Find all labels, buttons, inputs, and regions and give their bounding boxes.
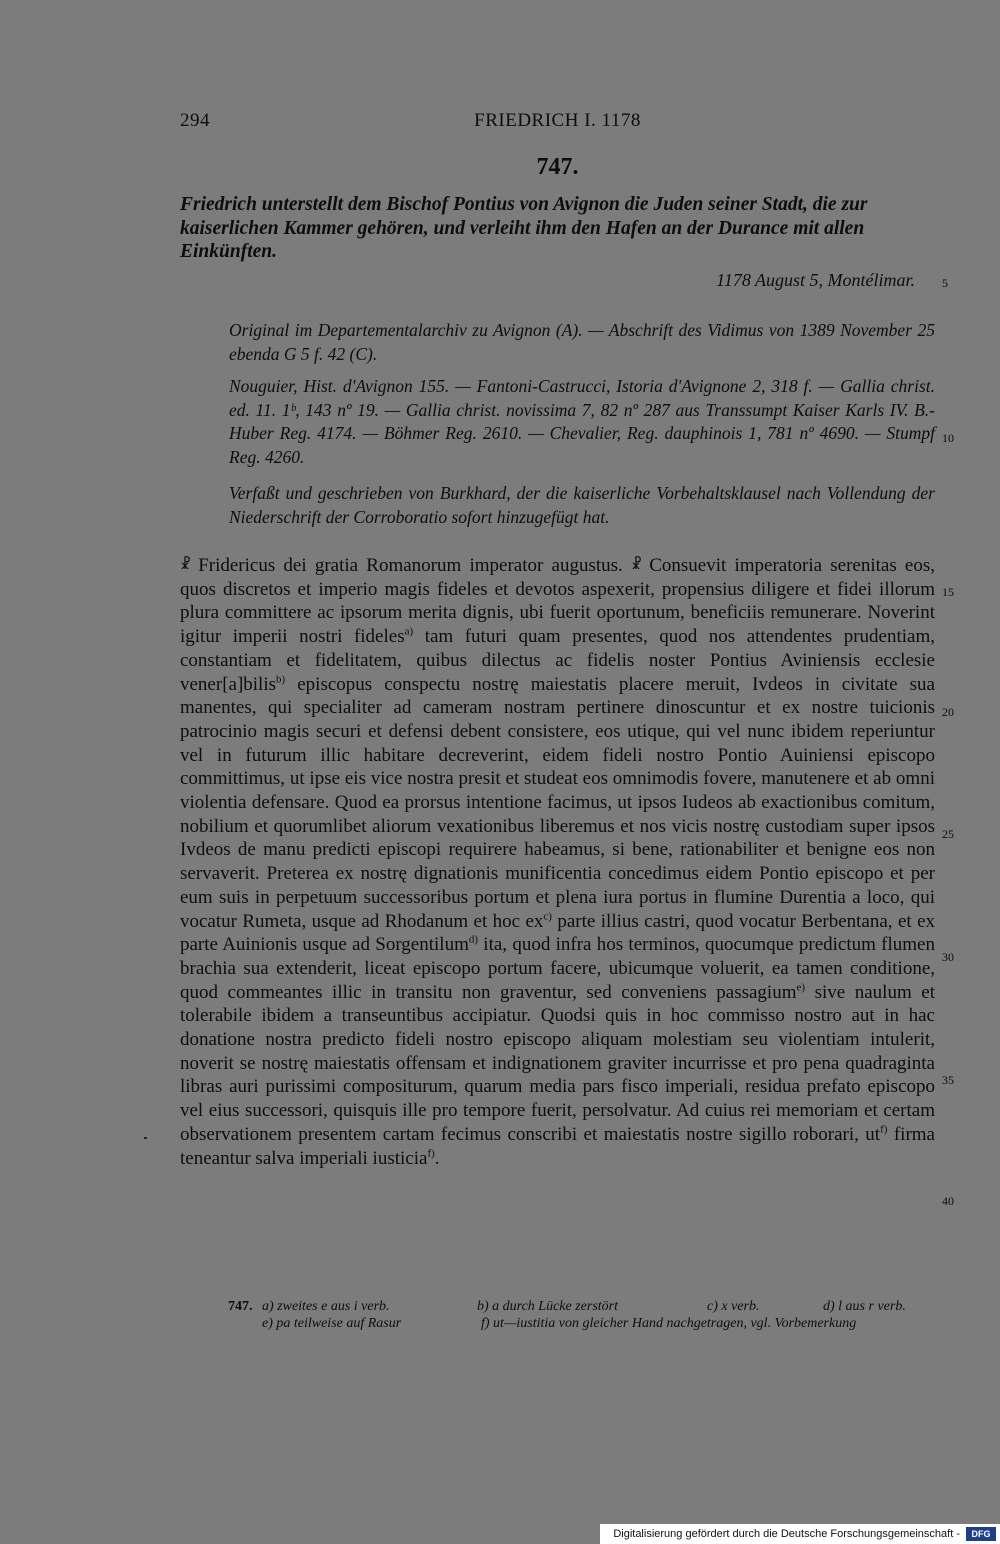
footnote-ref-a: a) <box>404 625 414 638</box>
text-segment: tam futuri quam presentes, quod nos attendentes prudentiam, constantiam et fidelitatem, quibus dilectus ac fidelis noster Pontius Aviniensis ecclesie vener[a]bilis <box>180 626 936 695</box>
footnote-d: d) l aus r verb. <box>823 1299 906 1314</box>
funding-footer <box>600 1524 1000 1544</box>
footnote-ref-e: e) <box>796 981 806 994</box>
text-segment: sive naulum et tolerabile ibidem a transeuntibus accipiatur. Quodsi quis in hoc commisso nostro aut in hac donatione nostra predicto fideli nostro episcopo aliquam molestiam seu violentiam intulerit, noverit se nostrę maiestatis offensam et indignationem graviter incurrisse et pro pena quadraginta libras auri purissimi compositurum, quarum media pars fisco imperiali, residua prefato episcopo vel eius successori, quisquis ille pro tempore fuerit, persolvatur. Ad cuius rei memoriam et certam observationem presentem cartam fecimus conscribi et maiestatis nostre sigillo roborari, ut <box>180 981 935 1145</box>
line-number: 40 <box>942 1194 954 1208</box>
document-summary: Friedrich unterstellt dem Bischof Pontius von Avignon die Juden seiner Stadt, die zur kaiserlichen Kammer gehören, und verleiht ihm den Hafen an der Durance mit allen Einkünften. <box>180 194 868 262</box>
line-number: 15 <box>942 585 954 599</box>
page-number: 294 <box>180 110 210 131</box>
intitulatio: Fridericus dei gratia Romanorum imperator augustus. <box>189 555 632 576</box>
chrismon-symbol-2: ☧ <box>631 558 641 573</box>
note-original: Original im Departementalarchiv zu Avignon (A). — Abschrift des Vidimus von 1389 November 25 ebenda G 5 f. 42 (C). <box>229 320 935 364</box>
line-number: 25 <box>942 827 954 841</box>
footnote-ref-f-2: f) <box>427 1147 435 1160</box>
footnote-label: 747. <box>228 1299 253 1314</box>
footnote-ref-b: b) <box>276 673 286 686</box>
line-number: 10 <box>942 431 954 445</box>
text-segment: ita, quod infra hos terminos, quocumque predictum flumen brachia sua extenderit, liceat episcopo portum facere, ubicumque voluerit, ea tamen conditione, quod commeantes illic in transitu non graventur, sed conveniens passagium <box>180 934 935 1003</box>
footer-text: Digitalisierung gefördert durch die Deutsche Forschungsgemeinschaft - <box>613 1528 960 1540</box>
scan-artifact <box>144 1137 147 1139</box>
text-segment: episcopus conspectu nostrę maiestatis placere meruit, Ivdeos in civitate sua manentes, qui specialiter ad cameram nostram pertinere dinoscuntur et ex nostre tuicionis patrocinio magis securi et defensi debent consistere, eos utique, qui vel nunc ibidem reperiuntur vel in futurum illic habitare decreverint, eidem fideli nostro Pontio Auiniensi episcopo committimus, ut ipse eis vice nostra presit et studeat eos omnimodis fovere, manutenere et ab omni violentia defensare. Quod ea prorsus intentione facimus, ut ipsos Iudeos ab exactionibus comitum, nobilium et quorumlibet aliorum vexationibus liberemus et nos vicis nostrę custodiam super ipsos Ivdeos de manu predicti episcopi requirere habeamus, si bene, rationabiliter et benigne eos non servaverit. Preterea ex nostrę dignationis munificentia concedimus eidem Pontio episcopo et per eum suis in perpetuum successoribus portum et plena iura portus in flumine Durentia a loco, qui vocatur Rumeta, usque ad Rhodanum et hoc ex <box>180 673 935 932</box>
line-number: 35 <box>942 1073 954 1087</box>
chrismon-symbol: ☧ <box>180 558 190 573</box>
text-segment: Consuevit imperatoria serenitas eos, quos discretos et imperio magis fideles et devotos aspexerit, propensius diligere et fidei illorum plura committere ac ipsorum merita dignis, ubi fuerit oportunum, beneficiis remunerare. Noverint igitur imperii nostri fideles <box>180 555 935 648</box>
line-number: 5 <box>942 276 948 290</box>
note-literature: Nouguier, Hist. d'Avignon 155. — Fantoni-Castrucci, Istoria d'Avignone 2, 318 f. — Gallia christ. ed. 11. 1ᵇ, 143 nº 19. — Gallia christ. novissima 7, 82 nº 287 aus Transsumpt Kaiser Karls IV. B.-Huber Reg. 4174. — Böhmer Reg. 2610. — Chevalier, Reg. dauphinois 1, 781 nº 4690. — Stumpf Reg. 4260. <box>229 376 935 467</box>
text-segment: firma teneantur salva imperiali iusticia <box>180 1123 935 1169</box>
footnote-ref-c: c) <box>543 910 552 923</box>
footnote-ref-d: d) <box>468 933 479 946</box>
running-title: FRIEDRICH I. 1178 <box>474 110 641 131</box>
footnote-f: f) ut—iustitia von gleicher Hand nachgetragen, vgl. Vorbemerkung <box>481 1316 857 1331</box>
document-number: 747. <box>536 154 579 180</box>
text-segment: parte illius castri, quod vocatur Berbentana, et ex parte Auinionis usque ad Sorgentilum <box>180 910 935 956</box>
footnote-ref-f: f) <box>880 1123 888 1136</box>
line-number: 30 <box>942 950 954 964</box>
charter-text <box>180 554 935 1170</box>
footnote-c: c) x verb. <box>707 1299 760 1314</box>
footnote-e: e) pa teilweise auf Rasur <box>262 1316 402 1331</box>
footnote-b: b) a durch Lücke zerstört <box>477 1299 619 1314</box>
dfg-logo-icon: DFG <box>966 1527 996 1541</box>
date-place: 1178 August 5, Montélimar. <box>716 270 915 290</box>
note-remark: Verfaßt und geschrieben von Burkhard, der die kaiserliche Vorbehaltsklausel nach Vollendung der Niederschrift der Corroboratio sofort hinzugefügt hat. <box>229 483 935 527</box>
footnote-a: a) zweites e aus i verb. <box>262 1299 390 1314</box>
page-header <box>180 110 935 136</box>
text-segment: . <box>434 1147 440 1169</box>
line-number: 20 <box>942 705 954 719</box>
footnotes <box>180 1298 935 1332</box>
